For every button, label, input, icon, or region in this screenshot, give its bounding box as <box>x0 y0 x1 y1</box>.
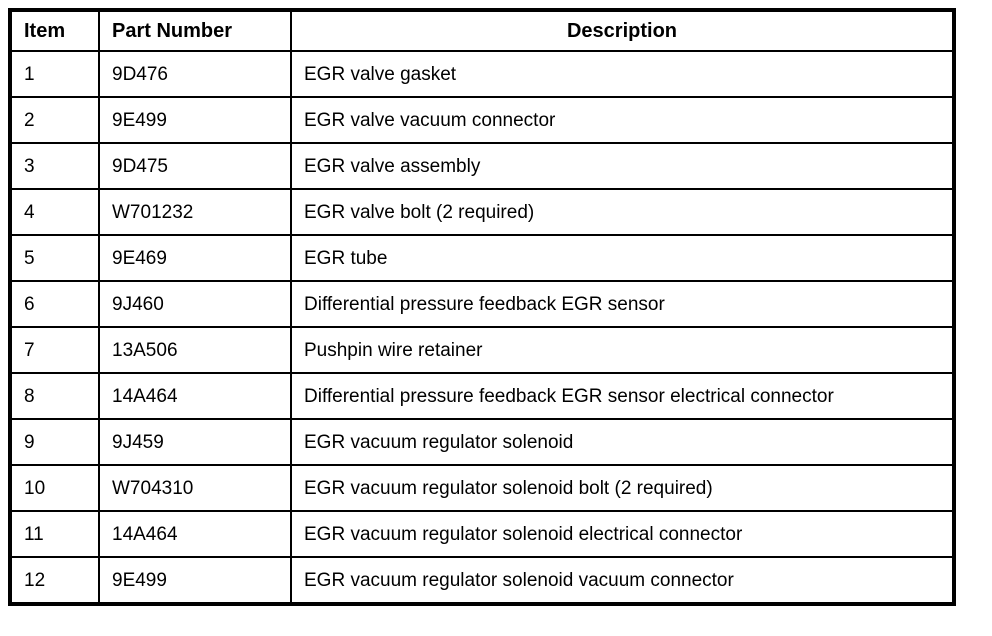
table-row <box>10 465 954 511</box>
cell-part-number: 14A464 <box>99 511 291 557</box>
cell-item: 9 <box>10 419 99 465</box>
table-row <box>10 327 954 373</box>
table-row <box>10 189 954 235</box>
table-row <box>10 235 954 281</box>
cell-description: EGR valve gasket <box>291 51 954 97</box>
table-row <box>10 511 954 557</box>
cell-description: EGR valve assembly <box>291 143 954 189</box>
cell-item: 3 <box>10 143 99 189</box>
table-row <box>10 97 954 143</box>
cell-item: 7 <box>10 327 99 373</box>
parts-table <box>8 8 956 606</box>
table-row <box>10 143 954 189</box>
cell-part-number: 9E499 <box>99 557 291 604</box>
table-row <box>10 51 954 97</box>
cell-description: EGR valve bolt (2 required) <box>291 189 954 235</box>
parts-table-header <box>10 10 954 51</box>
table-row <box>10 373 954 419</box>
cell-item: 10 <box>10 465 99 511</box>
cell-part-number: 13A506 <box>99 327 291 373</box>
cell-item: 6 <box>10 281 99 327</box>
table-row <box>10 419 954 465</box>
column-header-part-number: Part Number <box>99 10 291 51</box>
cell-part-number: W704310 <box>99 465 291 511</box>
header-row <box>10 10 954 51</box>
cell-item: 12 <box>10 557 99 604</box>
table-row <box>10 281 954 327</box>
cell-description: Differential pressure feedback EGR sensor <box>291 281 954 327</box>
table-row <box>10 557 954 604</box>
cell-part-number: 9E499 <box>99 97 291 143</box>
cell-description: EGR vacuum regulator solenoid vacuum connector <box>291 557 954 604</box>
parts-table-body <box>10 51 954 604</box>
cell-item: 5 <box>10 235 99 281</box>
cell-part-number: 9J459 <box>99 419 291 465</box>
cell-item: 1 <box>10 51 99 97</box>
cell-part-number: 9J460 <box>99 281 291 327</box>
cell-description: Pushpin wire retainer <box>291 327 954 373</box>
cell-part-number: 9D476 <box>99 51 291 97</box>
cell-item: 2 <box>10 97 99 143</box>
cell-part-number: 14A464 <box>99 373 291 419</box>
cell-item: 11 <box>10 511 99 557</box>
cell-part-number: 9D475 <box>99 143 291 189</box>
cell-item: 8 <box>10 373 99 419</box>
cell-item: 4 <box>10 189 99 235</box>
cell-part-number: W701232 <box>99 189 291 235</box>
cell-description: EGR vacuum regulator solenoid electrical connector <box>291 511 954 557</box>
cell-description: EGR valve vacuum connector <box>291 97 954 143</box>
cell-description: EGR tube <box>291 235 954 281</box>
cell-description: EGR vacuum regulator solenoid bolt (2 required) <box>291 465 954 511</box>
column-header-item: Item <box>10 10 99 51</box>
column-header-description: Description <box>291 10 954 51</box>
cell-description: EGR vacuum regulator solenoid <box>291 419 954 465</box>
cell-part-number: 9E469 <box>99 235 291 281</box>
cell-description: Differential pressure feedback EGR sensor electrical connector <box>291 373 954 419</box>
